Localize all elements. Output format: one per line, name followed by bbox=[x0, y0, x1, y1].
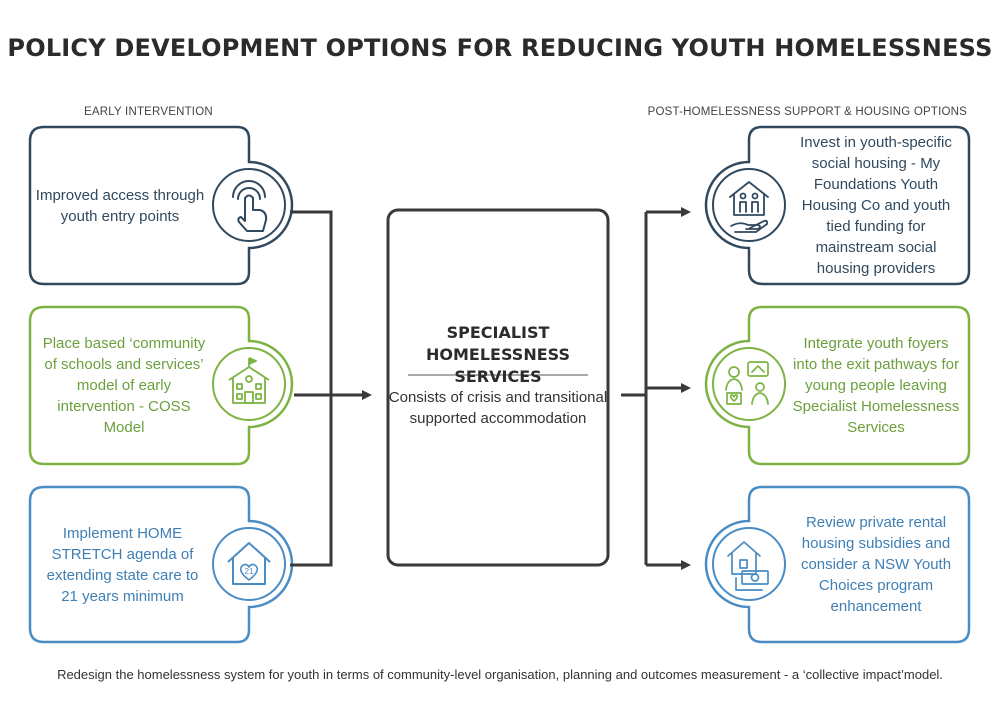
icon-circle bbox=[713, 348, 785, 420]
icon-circle bbox=[213, 528, 285, 600]
right-connectors bbox=[621, 212, 681, 565]
left-bracket-line bbox=[290, 212, 331, 565]
svg-text:21: 21 bbox=[244, 567, 254, 576]
left-box-2-text: Place based ‘community of schools and services’ model of early intervention - COSS Model bbox=[42, 335, 206, 436]
icon-circle bbox=[713, 169, 785, 241]
post-homelessness-label: POST-HOMELESSNESS SUPPORT & HOUSING OPTIONS bbox=[647, 106, 967, 118]
left-connectors bbox=[290, 212, 362, 565]
left-box-1-text: Improved access through youth entry points bbox=[35, 186, 205, 225]
center-title-line1: SPECIALIST bbox=[446, 323, 550, 342]
left-box-3-text: Implement HOME STRETCH agenda of extending state care to 21 years minimum bbox=[46, 524, 199, 605]
right-box-1-text: Invest in youth-specific social housing - My Foundations Youth Housing Co and youth tied funding for mainstream social housing providers bbox=[800, 134, 952, 277]
right-box-2-text: Integrate youth foyers into the exit pathways for young people leaving Specialist Homelessness Services bbox=[792, 335, 960, 436]
footer-note: Redesign the homelessness system for youth in terms of community-level organisation, planning and outcomes measurement - a ‘collective impact’model. bbox=[57, 667, 943, 682]
diagram-title: POLICY DEVELOPMENT OPTIONS FOR REDUCING YOUTH HOMELESSNESS bbox=[7, 34, 993, 62]
center-body-text: Consists of crisis and transitional supported accommodation bbox=[388, 389, 608, 427]
center-title-line2: HOMELESSNESS SERVICES bbox=[426, 345, 570, 386]
early-intervention-label: EARLY INTERVENTION bbox=[84, 106, 213, 118]
right-box-3-text: Review private rental housing subsidies and consider a NSW Youth Choices program enhancement bbox=[800, 514, 952, 615]
center-title bbox=[388, 322, 608, 388]
